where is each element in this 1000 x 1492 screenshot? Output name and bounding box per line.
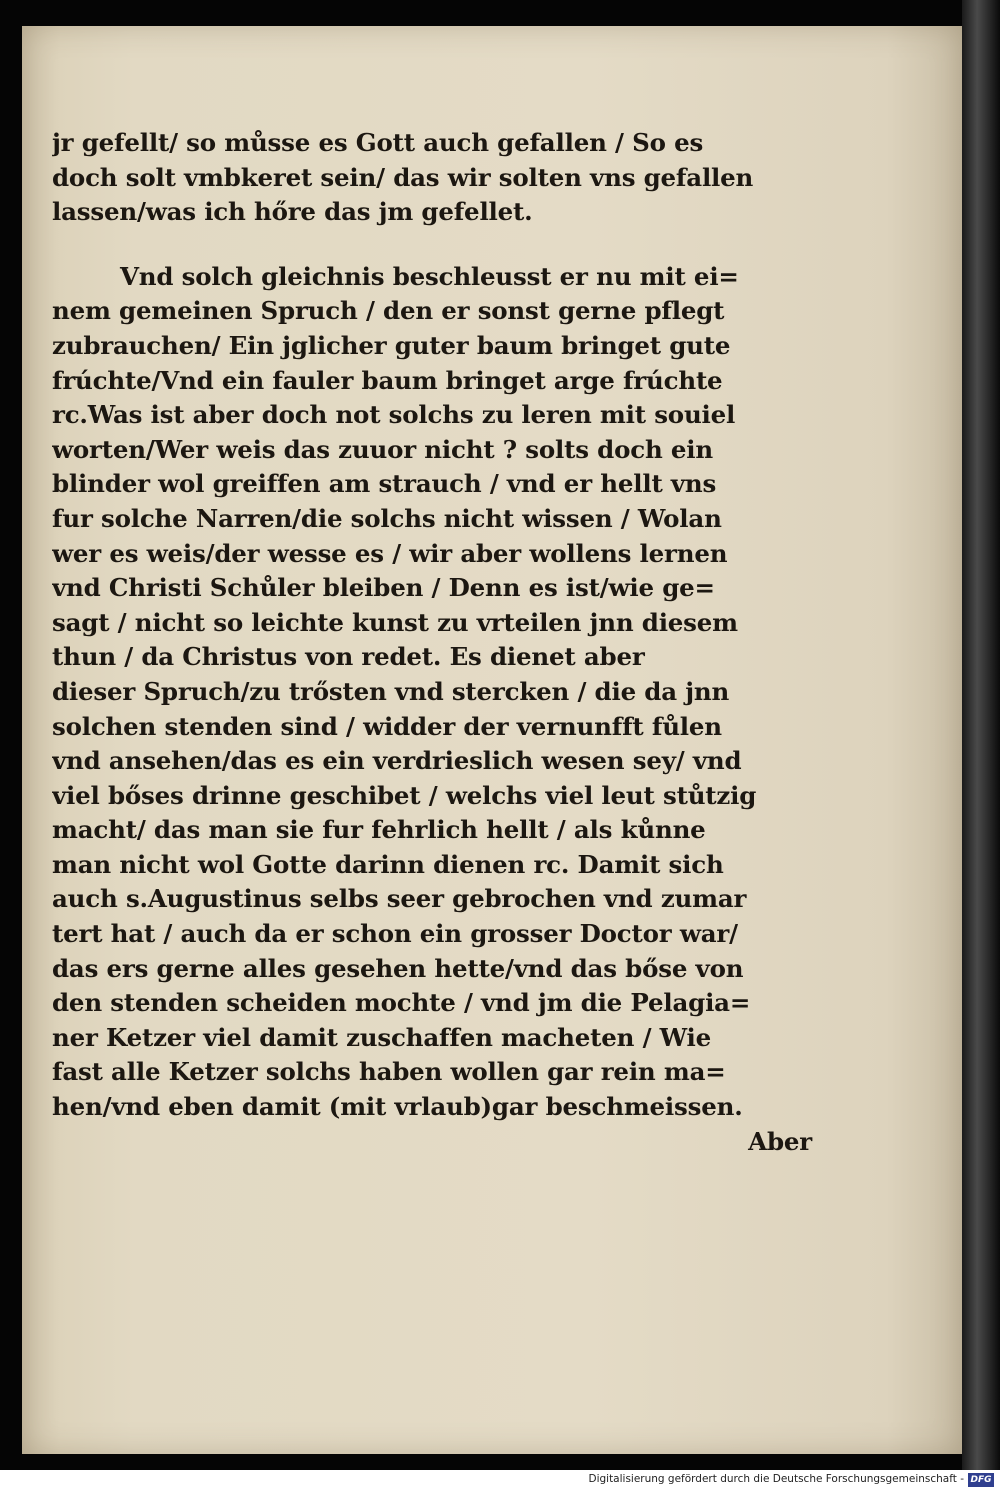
text-line: rc.Was ist aber doch not solchs zu leren mit souiel xyxy=(52,400,736,430)
text-line: doch solt vmbkeret sein/ das wir solten vns gefallen xyxy=(52,162,754,192)
text-line: lassen/was ich hőre das jm gefellet. xyxy=(52,197,533,227)
text-line: tert hat / auch da er schon ein grosser Doctor war/ xyxy=(52,919,738,949)
text-line: jr gefellt/ so můsse es Gott auch gefallen / So es xyxy=(52,128,704,157)
footer-bar xyxy=(0,1470,1000,1492)
text-line: dieser Spruch/zu trősten vnd stercken / die da jnn xyxy=(52,676,730,706)
text-line: wer es weis/der wesse es / wir aber wollens lernen xyxy=(52,538,728,568)
text-line: zubrauchen/ Ein jglicher guter baum bringet gute xyxy=(52,330,731,360)
text-line: frúchte/Vnd ein fauler baum bringet arge frúchte xyxy=(52,365,723,395)
text-line: Vnd solch gleichnis beschleusst er nu mit ei= xyxy=(120,261,739,291)
text-line: ner Ketzer viel damit zuschaffen macheten / Wie xyxy=(52,1022,712,1052)
text-line: den stenden scheiden mochte / vnd jm die Pelagia= xyxy=(52,988,751,1018)
text-line: solchen stenden sind / widder der vernunfft fůlen xyxy=(52,711,722,741)
catchword: Aber xyxy=(748,1126,812,1156)
text-line: fast alle Ketzer solchs haben wollen gar rein ma= xyxy=(52,1057,726,1087)
paragraph-1 xyxy=(52,126,812,230)
text-line: blinder wol greiffen am strauch / vnd er hellt vns xyxy=(52,469,717,499)
paragraph-2 xyxy=(52,260,812,1159)
text-line: vnd ansehen/das es ein verdrieslich wesen sey/ vnd xyxy=(52,746,742,776)
text-line: das ers gerne alles gesehen hette/vnd das bőse von xyxy=(52,953,744,983)
book-page xyxy=(22,26,962,1454)
funding-credit: Digitalisierung gefördert durch die Deutsche Forschungsgemeinschaft - xyxy=(588,1473,964,1485)
text-line: sagt / nicht so leichte kunst zu vrteilen jnn diesem xyxy=(52,607,738,637)
text-line: macht/ das man sie fur fehrlich hellt / als kůnne xyxy=(52,815,706,845)
text-line: man nicht wol Gotte darinn dienen rc. Damit sich xyxy=(52,849,724,879)
text-line: viel bőses drinne geschibet / welchs viel leut stůtzig xyxy=(52,780,757,810)
text-line: thun / da Christus von redet. Es dienet aber xyxy=(52,642,645,672)
text-line: fur solche Narren/die solchs nicht wissen / Wolan xyxy=(52,503,722,533)
book-spine-edge xyxy=(962,0,1000,1470)
text-line: hen/vnd eben damit (mit vrlaub)gar beschmeissen. xyxy=(52,1092,743,1122)
text-line: nem gemeinen Spruch / den er sonst gerne pflegt xyxy=(52,296,725,326)
page-body-text xyxy=(52,126,812,1159)
text-line: auch s.Augustinus selbs seer gebrochen vnd zumar xyxy=(52,884,747,914)
text-line: worten/Wer weis das zuuor nicht ? solts doch ein xyxy=(52,434,714,464)
dfg-logo-icon: DFG xyxy=(968,1473,994,1487)
text-line: vnd Christi Schůler bleiben / Denn es ist/wie ge= xyxy=(52,573,715,603)
